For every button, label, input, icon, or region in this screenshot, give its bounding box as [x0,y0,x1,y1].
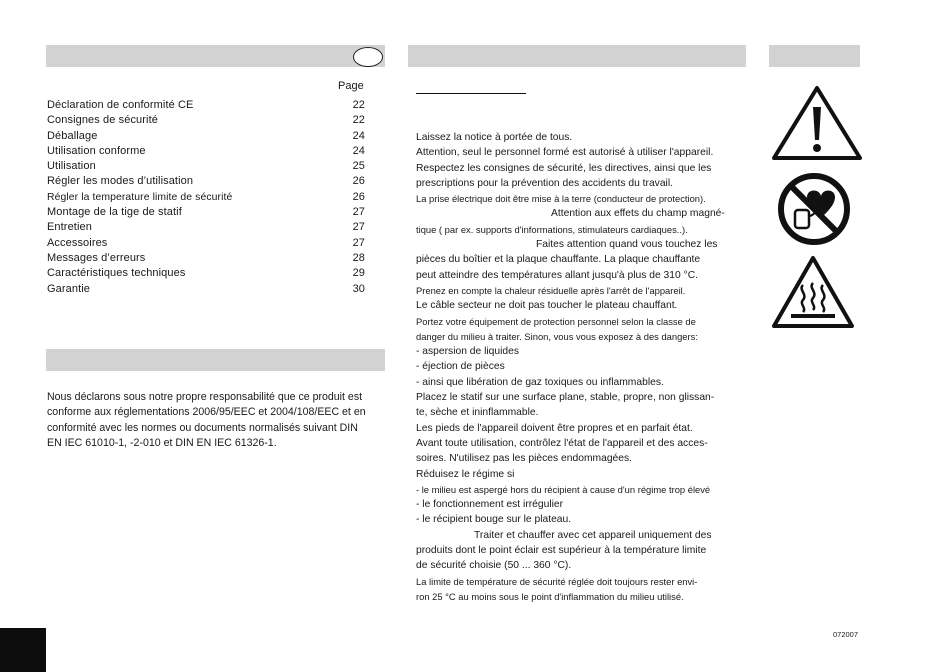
toc-entry[interactable] [47,129,365,144]
toc-entry-title: Consignes de sécurité [47,114,158,127]
safety-line: soires. N'utilisez pas les pièces endommagées. [416,453,633,465]
toc-entry-title: Régler les modes d’utilisation [47,175,194,188]
safety-line: danger du milieu à traiter. Sinon, vous vous exposez à des dangers: [416,330,698,342]
safety-line: pièces du boîtier et la plaque chauffante. La plaque chauffante [416,254,701,266]
safety-line: Traiter et chauffer avec cet appareil uniquement des [474,529,712,541]
safety-instructions [416,130,746,604]
safety-line: Attention aux effets du champ magné- [551,208,725,220]
safety-line: de sécurité choisie (50 ... 360 °C). [416,560,572,572]
toc-entry[interactable] [47,282,365,297]
toc-entry-page: 24 [352,144,365,157]
safety-line: Portez votre équipement de protection personnel selon la classe de [416,315,696,327]
toc-entry-title: Garantie [47,282,90,295]
toc-entry-page: 25 [352,160,365,173]
table-of-contents [47,98,365,297]
toc-entry-title: Utilisation conforme [47,144,146,157]
toc-entry-title: Caractéristiques techniques [47,267,186,280]
toc-entry-title: Régler la temperature limite de sécurité [47,191,233,203]
safety-line: Prenez en compte la chaleur résiduelle après l'arrêt de l'appareil. [416,284,686,296]
toc-entry[interactable] [47,174,365,189]
no-pacemaker-icon [777,172,851,246]
safety-header-bar [408,45,746,67]
safety-line: - le fonctionnement est irrégulier [416,499,564,511]
toc-entry[interactable] [47,220,365,235]
toc-entry-page: 26 [352,175,365,188]
toc-entry-page: 22 [352,99,365,111]
safety-line: Faites attention quand vous touchez les [536,239,718,251]
safety-line: produits dont le point éclair est supérieur à la température limite [416,545,707,557]
document-number: 072007 [833,630,859,639]
safety-line: te, sèche et ininflammable. [416,407,539,419]
declaration-header-bar [46,349,385,371]
toc-entry[interactable] [47,190,365,205]
safety-line: - le récipient bouge sur le plateau. [416,514,572,526]
toc-entry-page: 28 [352,251,365,264]
warning-triangle-icon [771,85,863,161]
toc-entry-title: Déballage [47,129,98,142]
toc-entry-page: 26 [352,190,365,203]
safety-line: prescriptions pour la prévention des accidents du travail. [416,177,673,189]
toc-entry[interactable] [47,266,365,281]
toc-entry-page: 22 [352,114,365,127]
section-title-underline [416,93,526,94]
toc-entry-page: 29 [352,267,365,280]
safety-line: ron 25 °C au moins sous le point d'inflammation du milieu utilisé. [416,590,684,602]
safety-line: tique ( par ex. supports d'informations, stimulateurs cardiaques..). [416,223,688,235]
declaration-line: EN IEC 61010-1, -2-010 et DIN EN IEC 61326-1. [47,437,277,450]
declaration-line: conformité avec les normes ou documents normalisés suivant DIN [47,421,358,434]
safety-line: peut atteindre des températures allant jusqu'à plus de 310 °C. [416,269,698,281]
safety-line: - éjection de pièces [416,361,505,373]
toc-entry-page: 24 [352,129,365,142]
toc-entry-title: Montage de la tige de statif [47,206,182,219]
safety-line: La limite de température de sécurité réglée doit toujours rester envi- [416,575,698,587]
safety-line: Placez le statif sur une surface plane, stable, propre, non glissan- [416,392,715,404]
toc-entry-title: Déclaration de conformité CE [47,99,194,111]
toc-entry-page: 27 [352,221,365,234]
toc-page-header: Page [338,80,364,92]
page-edge-tab [0,628,46,672]
toc-entry-title: Messages d’erreurs [47,251,146,264]
toc-entry-page: 30 [352,282,365,295]
toc-entry-title: Accessoires [47,236,108,249]
toc-entry[interactable] [47,205,365,220]
safety-line: La prise électrique doit être mise à la terre (conducteur de protection). [416,193,706,205]
safety-line: Respectez les consignes de sécurité, les directives, ainsi que les [416,162,712,174]
safety-line: - le milieu est aspergé hors du récipient à cause d'un régime trop élevé [416,483,711,495]
toc-entry-title: Entretien [47,221,92,234]
safety-line: Réduisez le régime si [416,468,515,480]
safety-line: Avant toute utilisation, contrôlez l'état de l'appareil et des acces- [416,437,708,449]
toc-entry[interactable] [47,236,365,251]
declaration-line: conforme aux réglementations 2006/95/EEC et 2004/108/EEC et en [47,406,366,419]
toc-entry-page: 27 [352,236,365,249]
hot-surface-icon [771,255,855,331]
language-badge [353,47,383,67]
safety-line: Les pieds de l'appareil doivent être propres et en parfait état. [416,422,693,434]
safety-line: - ainsi que libération de gaz toxiques ou inflammables. [416,376,664,388]
toc-entry-title: Utilisation [47,160,96,173]
toc-entry-page: 27 [352,206,365,219]
declaration-text [47,390,384,452]
toc-entry[interactable] [47,144,365,159]
safety-line: Le câble secteur ne doit pas toucher le plateau chauffant. [416,300,678,312]
safety-line: Attention, seul le personnel formé est autorisé à utiliser l'appareil. [416,147,714,159]
toc-entry[interactable] [47,251,365,266]
toc-header-bar [46,45,385,67]
safety-line: - aspersion de liquides [416,346,520,358]
toc-entry[interactable] [47,159,365,174]
icons-header-bar [769,45,860,67]
toc-entry[interactable] [47,113,365,128]
safety-line: Laissez la notice à portée de tous. [416,132,573,143]
declaration-line: Nous déclarons sous notre propre responsabilité que ce produit est [47,391,363,403]
toc-entry[interactable] [47,98,365,113]
